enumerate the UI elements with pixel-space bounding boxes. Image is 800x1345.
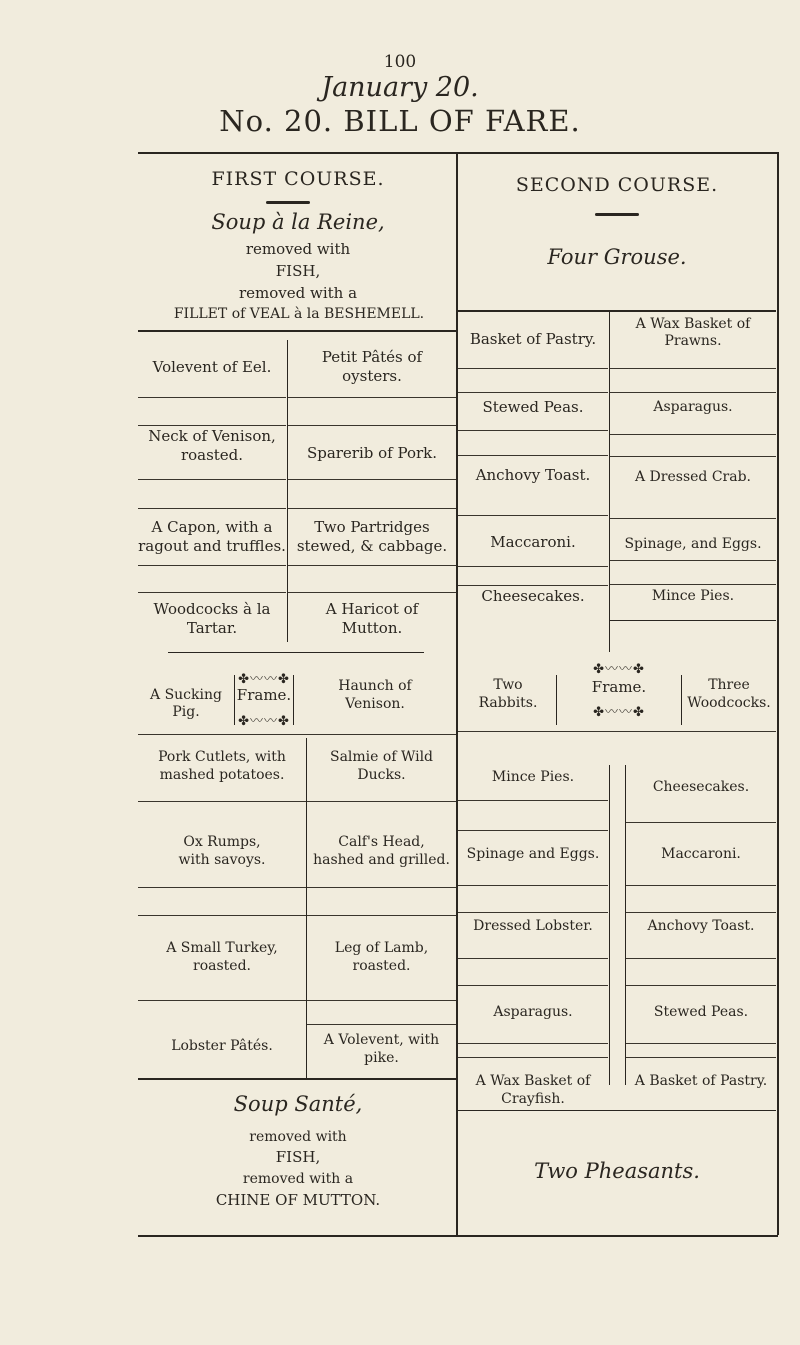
dish-item: Spinage and Eggs. xyxy=(466,846,600,862)
dish-item: Three xyxy=(708,677,750,693)
heading-underline xyxy=(266,201,310,204)
dish-item: Anchovy Toast. xyxy=(475,466,591,484)
ornament-icon: ✤〰〰✤ xyxy=(593,705,645,720)
dish-item: Salmie of Wild xyxy=(329,749,434,765)
dish-item: A Sucking xyxy=(150,687,222,703)
dish-item: Two xyxy=(493,677,523,693)
dish-item: Stewed Peas. xyxy=(482,398,584,416)
dish-item: A Dressed Crab. xyxy=(635,469,751,485)
dish-item: roasted. xyxy=(193,958,251,974)
dish-item: A Small Turkey, xyxy=(166,940,278,956)
dish-item: Asparagus. xyxy=(653,399,733,415)
dish-item: Mutton. xyxy=(341,619,403,637)
dish-item: Ox Rumps, xyxy=(183,834,261,850)
dish-item: A Wax Basket of xyxy=(635,316,751,332)
dish-item: Rabbits. xyxy=(478,695,538,711)
dish-item: Dressed Lobster. xyxy=(473,918,593,934)
first-course-heading: FIRST COURSE. xyxy=(211,168,385,190)
dish-item: ragout and truffles. xyxy=(138,537,286,555)
dish-item: pike. xyxy=(364,1050,399,1066)
dish-item: oysters. xyxy=(342,367,402,385)
dish-item: hashed and grilled. xyxy=(313,852,450,868)
dish-item: Spinage, and Eggs. xyxy=(624,536,762,552)
top-remove: Four Grouse. xyxy=(547,245,687,269)
soup-bottom-line: CHINE OF MUTTON. xyxy=(215,1191,381,1209)
soup-top-line: removed with xyxy=(245,240,351,258)
soup-bottom-line: FISH, xyxy=(275,1148,321,1166)
dish-item: Sparerib of Pork. xyxy=(306,444,438,462)
second-course-heading: SECOND COURSE. xyxy=(515,174,719,196)
dish-item: Venison. xyxy=(345,696,405,712)
dish-item: Woodcocks à la xyxy=(153,600,271,618)
dish-item: Petit Pâtés of xyxy=(321,348,423,366)
dish-item: Woodcocks. xyxy=(687,695,771,711)
dish-item: Volevent of Eel. xyxy=(152,358,272,376)
dish-item: Cheesecakes. xyxy=(652,779,750,795)
dish-item: A Volevent, with xyxy=(323,1032,440,1048)
dish-item: Anchovy Toast. xyxy=(647,918,755,934)
dish-item: Leg of Lamb, xyxy=(334,940,429,956)
frame-label: Frame. xyxy=(591,678,647,696)
dish-item: Pork Cutlets, with xyxy=(158,749,286,765)
ornament-icon: ✤〰〰✤ xyxy=(593,662,645,677)
dish-item: A Wax Basket of Crayfish. xyxy=(475,1073,591,1107)
dish-item: Lobster Pâtés. xyxy=(171,1038,273,1054)
dish-item: roasted. xyxy=(352,958,411,974)
dish-item: mashed potatoes. xyxy=(159,767,285,783)
dish-item: roasted. xyxy=(180,446,244,464)
dish-item: Two Partridges xyxy=(314,518,430,536)
soup-top-name: Soup à la Reine, xyxy=(211,210,385,234)
dish-item: Cheesecakes. xyxy=(481,587,585,605)
dish-item: Pig. xyxy=(172,704,200,720)
dish-item: A Haricot of xyxy=(325,600,419,618)
heading-underline xyxy=(595,213,639,216)
dish-item: Maccaroni. xyxy=(490,533,576,551)
dish-item: Haunch of xyxy=(338,678,412,694)
dish-item: Prawns. xyxy=(664,333,722,349)
dish-item: Calf's Head, xyxy=(338,834,425,850)
soup-bottom-name: Soup Santé, xyxy=(233,1092,363,1116)
right-border xyxy=(777,152,779,1235)
bottom-remove: Two Pheasants. xyxy=(534,1159,700,1183)
soup-top-line: FILLET of VEAL à la BESHEMELL. xyxy=(173,306,425,322)
dish-item: Tartar. xyxy=(186,619,238,637)
dish-item: A Basket of Pastry. xyxy=(634,1073,768,1089)
soup-bottom-line: removed with a xyxy=(242,1171,354,1187)
page-number: 100 xyxy=(383,52,417,72)
dish-item: Maccaroni. xyxy=(661,846,741,862)
frame-label: Frame. xyxy=(236,686,292,704)
dish-item: Neck of Venison, xyxy=(148,427,276,445)
date-heading: January 20. xyxy=(321,72,479,103)
dish-item: A Capon, with a xyxy=(151,518,273,536)
ornament-icon: ✤〰〰✤ xyxy=(238,672,290,687)
ornament-icon: ✤〰〰✤ xyxy=(238,714,290,729)
dish-item: Stewed Peas. xyxy=(653,1004,749,1020)
soup-top-line: removed with a xyxy=(238,284,358,302)
dish-item: stewed, & cabbage. xyxy=(296,537,448,555)
soup-bottom-line: removed with xyxy=(249,1129,347,1145)
dish-item: Mince Pies. xyxy=(491,769,575,785)
bill-of-fare-title: No. 20. BILL OF FARE. xyxy=(219,104,581,138)
dish-item: Basket of Pastry. xyxy=(469,330,597,348)
dish-item: Asparagus. xyxy=(493,1004,573,1020)
dish-item: Mince Pies. xyxy=(651,588,735,604)
dish-item: with savoys. xyxy=(178,852,266,868)
soup-top-line: FISH, xyxy=(275,262,321,280)
dish-item: Ducks. xyxy=(357,767,406,783)
